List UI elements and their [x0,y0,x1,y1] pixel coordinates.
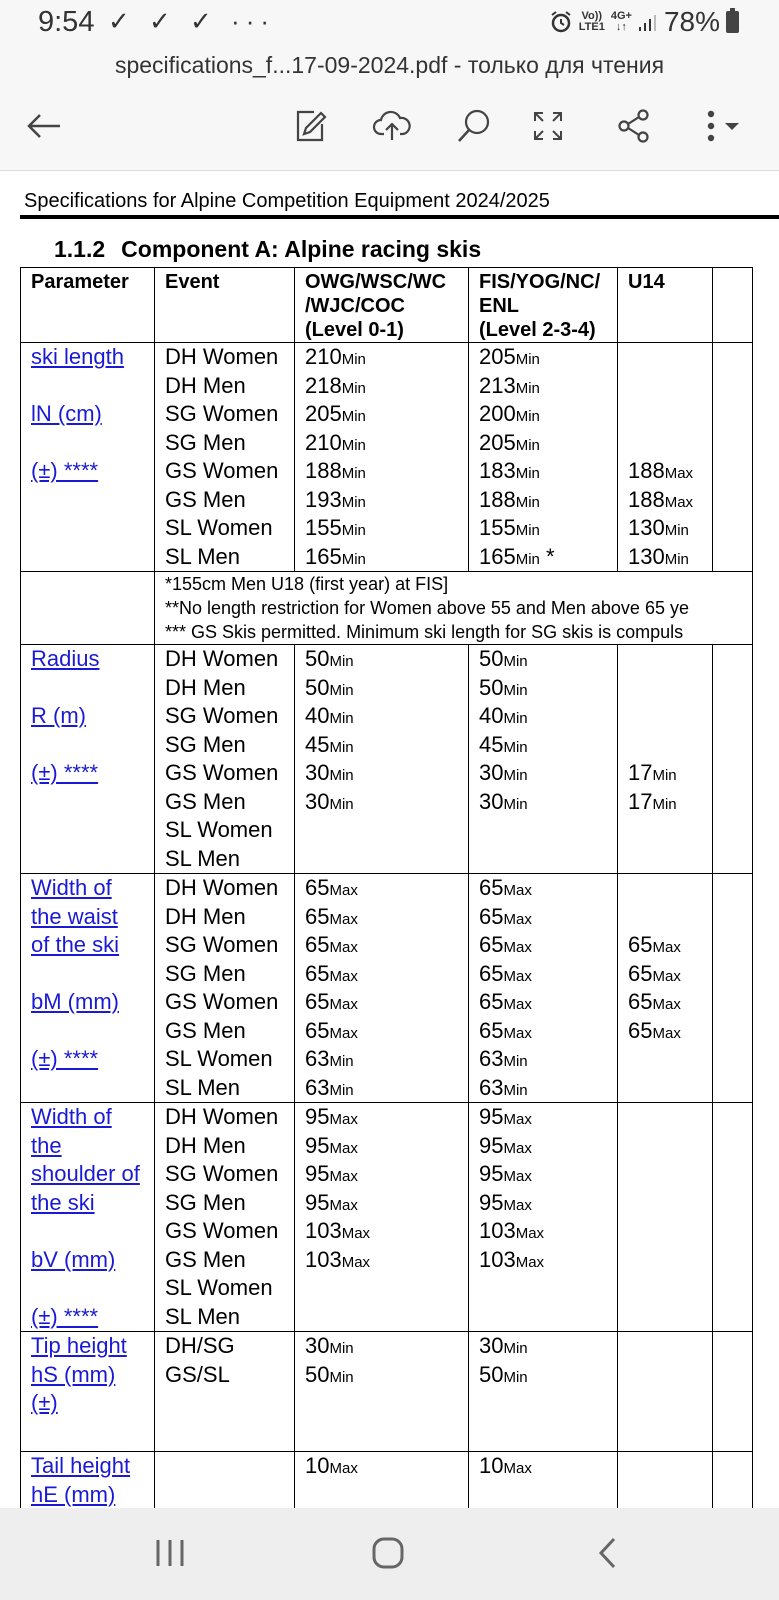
value-cell [628,1452,712,1481]
value-cell: 30Min [479,760,528,785]
value-cell [305,816,468,845]
value-cell: 205Min [479,344,540,369]
value-cell: 103Max [479,1246,545,1272]
table-row [21,874,753,1103]
value-cell: 65Max [479,960,532,986]
event-label: SG Men [165,960,246,986]
parameter-link[interactable]: the [31,1132,62,1158]
parameter-cell [21,1332,155,1452]
col-header-level234: FIS/YOG/NC/ ENL (Level 2-3-4) [469,268,618,343]
value-cell: 50Min [479,674,528,700]
value-cell: 210Min [305,344,366,369]
event-label [165,1452,294,1481]
level01-cell [295,874,469,1103]
value-cell: 30Min [305,760,354,785]
value-cell: 213Min [479,372,540,398]
parameter-link[interactable]: of the ski [31,932,120,957]
event-cell [155,343,295,572]
value-cell [628,702,712,731]
value-cell: 95Max [305,1132,358,1158]
u14-cell [618,874,713,1103]
value-cell [628,1303,712,1332]
spacer [31,731,154,760]
value-cell: 95Max [479,1161,532,1186]
event-label: DH Men [165,903,246,929]
value-cell [628,400,712,429]
parameter-link[interactable]: the ski [31,1189,95,1215]
status-bar [0,0,779,48]
value-cell: 188Min [305,458,366,483]
event-cell [155,1332,295,1452]
event-label: DH Men [165,674,246,700]
value-cell: 200Min [479,401,540,426]
table-row [21,343,753,572]
value-cell: 63Min [479,1046,528,1071]
value-cell: 95Max [479,1132,532,1158]
event-cell [155,1103,295,1332]
value-cell: 45Min [305,731,354,757]
value-cell [479,845,617,874]
value-cell: 45Min [479,731,528,757]
edit-icon[interactable] [288,104,332,148]
value-cell [628,1217,712,1246]
alarm-icon [549,10,573,34]
value-cell: 65Max [479,989,532,1014]
level234-cell [469,874,618,1103]
value-cell [628,429,712,458]
value-cell: 30Min [305,788,354,814]
event-label: GS Men [165,1017,246,1043]
event-label: GS Women [165,1218,279,1243]
value-cell: 65Max [479,1017,532,1043]
level234-cell [469,1103,618,1332]
level01-cell [295,1332,469,1452]
event-cell [155,874,295,1103]
value-cell [628,1132,712,1161]
value-cell: 103Max [305,1246,371,1272]
status-icons [549,6,739,38]
event-label: SG Women [165,401,279,426]
value-cell: 10Max [305,1453,358,1478]
table-row [21,1103,753,1332]
value-cell: 218Min [305,372,366,398]
u14-cell [618,645,713,874]
value-cell: 130Min [628,543,689,569]
value-cell: 205Min [305,401,366,426]
value-cell [628,674,712,703]
value-cell: 65Max [305,903,358,929]
event-label: SG Women [165,703,279,728]
section-title: 1.1.2 Component A: Alpine racing skis [54,236,482,262]
value-cell: 63Min [305,1046,354,1071]
parameter-link[interactable]: R (m) [31,703,86,728]
spacer [31,1274,154,1303]
level01-cell [295,645,469,874]
parameter-link[interactable]: Tail height [31,1453,131,1478]
value-cell [305,1303,468,1332]
extra-cell [713,1452,753,1512]
value-cell [628,1103,712,1132]
value-cell: 65Max [479,903,532,929]
event-label: SL Women [165,515,273,540]
event-label: DH/SG [165,1333,235,1358]
parameter-link[interactable]: bM (mm) [31,989,119,1014]
back-arrow-icon[interactable] [22,104,66,148]
spacer [31,960,154,989]
footnote: **No length restriction for Women above 55 and Men above 65 ye [165,598,689,618]
value-cell: 50Min [305,646,354,671]
signal-icon [638,12,658,32]
value-cell: 40Min [479,703,528,728]
value-cell: 17Min [628,760,677,785]
parameter-link[interactable]: the waist [31,903,118,929]
value-cell: 183Min [479,458,540,483]
parameter-link[interactable]: Tip height [31,1333,127,1358]
parameter-cell [21,343,155,572]
parameter-link[interactable]: (±) **** [31,760,99,785]
value-cell [628,1246,712,1275]
parameter-cell [21,645,155,874]
spec-table [20,267,753,1512]
value-cell: 30Min [479,1333,528,1358]
extra-cell [713,1103,753,1332]
value-cell: 210Min [305,429,366,455]
spacer [31,1017,154,1046]
divider [20,215,779,219]
share-icon[interactable] [612,104,656,148]
value-cell [628,645,712,674]
spacer [31,674,154,703]
value-cell [628,1189,712,1218]
parameter-cell [21,1103,155,1332]
event-label: GS Women [165,760,279,785]
value-cell: 30Min [305,1333,354,1358]
value-cell: 17Min [628,788,677,814]
level234-cell [469,1332,618,1452]
level01-cell [295,1103,469,1332]
value-cell [305,845,468,874]
notes-spacer [21,572,155,645]
col-header-level01: OWG/WSC/WC /WJC/COC (Level 0-1) [295,268,469,343]
level234-cell [469,343,618,572]
parameter-link[interactable]: (±) **** [31,458,99,483]
expand-icon[interactable] [526,104,570,148]
value-cell [479,1274,617,1303]
spacer [31,429,154,458]
event-label: GS Men [165,788,246,814]
value-cell: 165Min * [479,543,555,569]
search-icon[interactable] [452,104,496,148]
table-row [21,1452,753,1512]
parameter-link[interactable]: (±) **** [31,1046,99,1071]
u14-cell [618,1332,713,1452]
parameter-link[interactable]: hE (mm) [31,1481,116,1507]
event-label: SL Women [165,817,273,842]
table-header-row [21,268,753,343]
more-icon[interactable] [694,104,754,148]
event-label: SG Women [165,1161,279,1186]
battery-percent: 78% [663,6,720,37]
value-cell: 65Max [305,932,358,957]
notification-checks: ✓ ✓ ✓ ··· [108,6,276,36]
parameter-link[interactable]: Width of [31,1104,112,1129]
value-cell: 155Min [479,515,540,540]
extra-cell [713,874,753,1103]
value-cell: 65Max [628,1017,681,1043]
value-cell [628,816,712,845]
parameter-cell [21,1452,155,1512]
value-cell: 193Min [305,486,366,512]
page-header: Specifications for Alpine Competition Equipment 2024/2025 [24,190,550,212]
event-label: SL Men [165,543,241,569]
value-cell: 95Max [305,1161,358,1186]
cloud-upload-icon[interactable] [370,104,414,148]
clock: 9:54 [38,6,95,38]
home-icon[interactable] [358,1528,418,1578]
event-cell [155,1452,295,1512]
value-cell: 50Min [479,1361,528,1387]
col-header-u14: U14 [618,268,713,343]
value-cell: 65Max [628,989,681,1014]
col-header-parameter: Parameter [21,268,155,343]
value-cell [628,874,712,903]
value-cell: 65Max [628,932,681,957]
event-label: GS/SL [165,1361,230,1387]
value-cell: 103Max [305,1218,371,1243]
event-label: GS Women [165,458,279,483]
value-cell: 63Min [479,1074,528,1100]
value-cell [628,903,712,932]
back-icon[interactable] [578,1528,638,1578]
value-cell [479,816,617,845]
event-label: GS Men [165,486,246,512]
event-label: SG Men [165,731,246,757]
value-cell: 65Max [305,875,358,900]
event-label: DH Men [165,372,246,398]
event-label: SL Men [165,1303,241,1329]
value-cell: 50Min [305,1361,354,1387]
value-cell: 188Max [628,486,694,512]
value-cell: 65Max [305,989,358,1014]
parameter-link[interactable]: Width of [31,875,112,900]
event-label: GS Men [165,1246,246,1272]
value-cell: 50Min [305,674,354,700]
value-cell: 188Min [479,486,540,512]
notes-row [21,572,753,645]
event-label: SL Women [165,1275,273,1300]
event-label: SL Men [165,1074,241,1100]
event-label: SL Women [165,1046,273,1071]
value-cell [628,1045,712,1074]
col-header-event: Event [155,268,295,343]
col-header-extra [713,268,753,343]
event-label: SL Men [165,845,241,871]
extra-cell [713,1332,753,1452]
network-indicator: 4G+ ↓↑ [610,10,632,33]
table-row [21,1332,753,1452]
value-cell [628,372,712,401]
value-cell [628,1274,712,1303]
footnote: *** GS Skis permitted. Minimum ski length for SG skis is compuls [165,622,684,642]
event-label: DH Women [165,875,279,900]
value-cell: 155Min [305,515,366,540]
value-cell: 95Max [479,1189,532,1215]
event-label: SG Women [165,932,279,957]
level01-cell [295,343,469,572]
parameter-link[interactable]: lN (cm) [31,401,102,426]
extra-cell [713,645,753,874]
table-row [21,645,753,874]
value-cell [628,1361,712,1390]
event-label: DH Men [165,1132,246,1158]
parameter-link[interactable]: (±) **** [31,1303,99,1329]
parameter-link[interactable]: ski length [31,344,124,369]
u14-cell [618,1452,713,1512]
system-nav-bar [0,1508,779,1600]
value-cell: 103Max [479,1218,545,1243]
parameter-link[interactable]: (±) [31,1390,58,1415]
value-cell: 165Min [305,543,366,569]
event-cell [155,645,295,874]
volte-indicator: Vo)) LTE1 [578,10,605,33]
value-cell [628,1332,712,1361]
value-cell: 65Max [628,960,681,986]
spacer [31,1217,154,1246]
value-cell [628,1074,712,1103]
parameter-link[interactable]: Radius [31,646,100,671]
recent-apps-icon[interactable] [140,1528,200,1578]
event-label: DH Women [165,344,279,369]
notes-cell [155,572,753,645]
value-cell: 30Min [479,788,528,814]
event-label: SG Men [165,1189,246,1215]
u14-cell [618,1103,713,1332]
event-label: DH Women [165,1104,279,1129]
value-cell: 205Min [479,429,540,455]
spacer [31,372,154,401]
value-cell: 95Max [479,1104,532,1129]
u14-cell [618,343,713,572]
value-cell: 40Min [305,703,354,728]
value-cell: 95Max [305,1189,358,1215]
extra-cell [713,343,753,572]
value-cell: 10Max [479,1453,532,1478]
level234-cell [469,1452,618,1512]
parameter-link[interactable]: bV (mm) [31,1246,116,1272]
value-cell [305,1274,468,1303]
footnote: *155cm Men U18 (first year) at FIS] [165,574,449,594]
level01-cell [295,1452,469,1512]
value-cell: 65Max [305,1017,358,1043]
value-cell: 188Max [628,458,694,483]
level234-cell [469,645,618,874]
parameter-link[interactable]: hS (mm) [31,1361,116,1387]
parameter-link[interactable]: shoulder of [31,1161,140,1186]
battery-icon [726,11,739,33]
value-cell: 95Max [305,1104,358,1129]
value-cell [628,343,712,372]
value-cell [628,845,712,874]
value-cell: 65Max [479,875,532,900]
parameter-cell [21,874,155,1103]
app-header [0,48,779,171]
value-cell: 50Min [479,646,528,671]
value-cell: 65Max [305,960,358,986]
value-cell: 130Min [628,515,689,540]
event-label: GS Women [165,989,279,1014]
value-cell: 65Max [479,932,532,957]
document-title: specifications_f...17-09-2024.pdf - только для чтения [114,52,665,78]
value-cell [479,1303,617,1332]
value-cell [628,731,712,760]
value-cell: 63Min [305,1074,354,1100]
event-label: DH Women [165,646,279,671]
event-label: SG Men [165,429,246,455]
value-cell [628,1160,712,1189]
